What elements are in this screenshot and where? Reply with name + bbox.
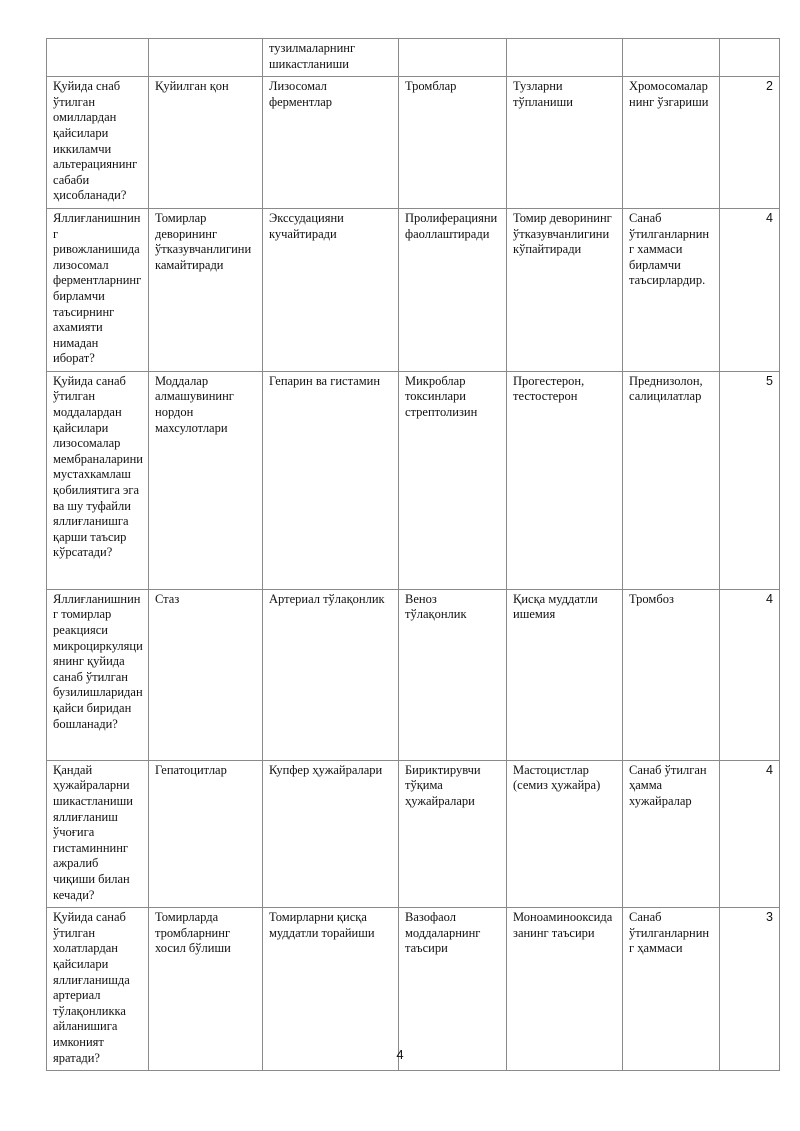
question-cell: Қуйида санаб ўтилган холатлардан қайсилари яллиғланишда артериал тўлақонликка айланишига имконият яратади? bbox=[47, 908, 149, 1071]
option-d-cell: Моноаминооксидазанинг таъсири bbox=[507, 908, 623, 1071]
option-a-cell: Томирлар деворининг ўтказувчанлигини камайтиради bbox=[149, 208, 263, 371]
table-row bbox=[47, 371, 780, 589]
option-b-cell: Томирларни қисқа муддатли торайиши bbox=[263, 908, 399, 1071]
option-d-cell: Томир деворининг ўтказувчанлигини кўпайтиради bbox=[507, 208, 623, 371]
option-e-cell: Санаб ўтилганларнинг хаммаси бирламчи таъсирлардир. bbox=[623, 208, 720, 371]
question-cell: Яллиғланишнинг ривожланишида лизосомал ферментларнинг бирламчи таъсирнинг ахамияти нимадан иборат? bbox=[47, 208, 149, 371]
option-e-cell bbox=[623, 39, 720, 77]
question-cell: Яллиғланишнинг томирлар реакцияси микроциркуляциянинг қуйида санаб ўтилган бузилишларидан қайси биридан бошланади? bbox=[47, 589, 149, 760]
option-c-cell: Веноз тўлақонлик bbox=[399, 589, 507, 760]
option-a-cell: Томирларда тромбларнинг хосил бўлиши bbox=[149, 908, 263, 1071]
option-b-cell: Артериал тўлақонлик bbox=[263, 589, 399, 760]
option-e-cell: Хромосомаларнинг ўзгариши bbox=[623, 77, 720, 209]
option-c-cell: Тромблар bbox=[399, 77, 507, 209]
option-b-cell: Экссудацияни кучайтиради bbox=[263, 208, 399, 371]
table-row bbox=[47, 589, 780, 760]
option-b-cell: Купфер ҳужайралари bbox=[263, 760, 399, 907]
option-d-cell: Қисқа муддатли ишемия bbox=[507, 589, 623, 760]
option-a-cell: Гепатоцитлар bbox=[149, 760, 263, 907]
option-c-cell: Вазофаол моддаларнинг таъсири bbox=[399, 908, 507, 1071]
option-b-cell: тузилмаларнинг шикастланиши bbox=[263, 39, 399, 77]
question-cell bbox=[47, 39, 149, 77]
option-e-cell: Санаб ўтилган ҳамма хужайралар bbox=[623, 760, 720, 907]
table-row bbox=[47, 208, 780, 371]
answer-cell: 2 bbox=[720, 77, 780, 209]
table-row bbox=[47, 760, 780, 907]
answer-cell: 4 bbox=[720, 760, 780, 907]
option-d-cell bbox=[507, 39, 623, 77]
question-cell: Қуйида снаб ўтилган омиллардан қайсилари иккиламчи альтерациянинг сабаби ҳисобланади? bbox=[47, 77, 149, 209]
option-c-cell: Бириктирувчи тўқима ҳужайралари bbox=[399, 760, 507, 907]
answer-cell: 5 bbox=[720, 371, 780, 589]
option-b-cell: Лизосомал ферментлар bbox=[263, 77, 399, 209]
questions-table-body bbox=[47, 39, 780, 1071]
option-c-cell: Микроблар токсинлари стрептолизин bbox=[399, 371, 507, 589]
option-a-cell: Қуйилган қон bbox=[149, 77, 263, 209]
answer-cell bbox=[720, 39, 780, 77]
option-b-cell: Гепарин ва гистамин bbox=[263, 371, 399, 589]
option-a-cell: Моддалар алмашувининг нордон махсулотлари bbox=[149, 371, 263, 589]
option-d-cell: Тузларни тўпланиши bbox=[507, 77, 623, 209]
table-row bbox=[47, 39, 780, 77]
answer-cell: 3 bbox=[720, 908, 780, 1071]
option-e-cell: Преднизолон, салицилатлар bbox=[623, 371, 720, 589]
option-c-cell bbox=[399, 39, 507, 77]
table-row bbox=[47, 77, 780, 209]
option-a-cell bbox=[149, 39, 263, 77]
option-d-cell: Мастоцистлар (семиз ҳужайра) bbox=[507, 760, 623, 907]
question-cell: Қуйида санаб ўтилган моддалардан қайсилари лизосомалар мембраналарини мустахкамлаш қобилиятига эга ва шу туфайли яллиғланишга қарши таъсир кўрсатади? bbox=[47, 371, 149, 589]
option-a-cell: Стаз bbox=[149, 589, 263, 760]
answer-cell: 4 bbox=[720, 208, 780, 371]
option-e-cell: Тромбоз bbox=[623, 589, 720, 760]
page-number: 4 bbox=[396, 1047, 404, 1062]
answer-cell: 4 bbox=[720, 589, 780, 760]
questions-table bbox=[46, 38, 780, 1071]
option-d-cell: Прогестерон, тестостерон bbox=[507, 371, 623, 589]
question-cell: Қандай ҳужайраларни шикастланиши яллиғланиш ўчоғига гистаминнинг ажралиб чиқиши билан кечади? bbox=[47, 760, 149, 907]
option-e-cell: Санаб ўтилганларнинг ҳаммаси bbox=[623, 908, 720, 1071]
option-c-cell: Пролиферацияни фаоллаштиради bbox=[399, 208, 507, 371]
